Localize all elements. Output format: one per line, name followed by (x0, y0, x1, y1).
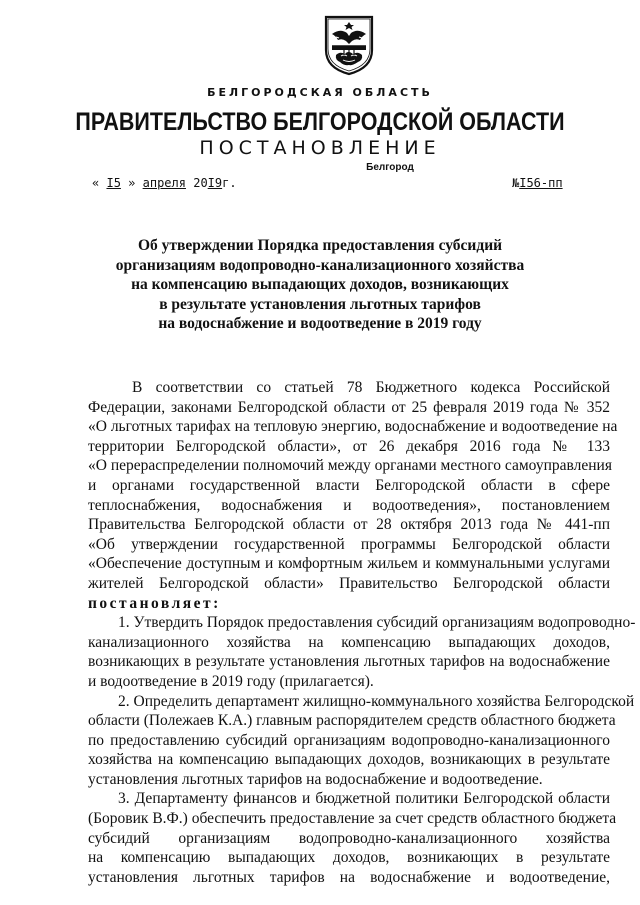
city-name: Белгород (366, 162, 414, 173)
body-line: Федерации, законами Белгородской области от 25 февраля 2019 года № 352 (88, 398, 610, 416)
date-year-prefix: 20 (193, 176, 208, 190)
body-line: «О льготных тарифах на тепловую энергию, водоснабжение и водоотведение на (88, 418, 618, 436)
decree-date (92, 176, 237, 190)
government-name: ПРАВИТЕЛЬСТВО БЕЛГОРОДСКОЙ ОБЛАСТИ (75, 108, 565, 136)
document-type: ПОСТАНОВЛЕНИЕ (199, 137, 441, 159)
title-line: на компенсацию выпадающих доходов, возникающих (131, 276, 509, 293)
body-line: 3. Департаменту финансов и бюджетной политики Белгородской области (118, 790, 610, 808)
body-line: возникающих в результате установления льготных тарифов на водоснабжение (88, 653, 610, 671)
date-month: апреля (142, 176, 186, 190)
body-line: теплоснабжения, водоснабжения и водоотведения», постановлением (88, 496, 610, 514)
body-line: жителей Белгородской области» Правительство Белгородской области (88, 574, 610, 592)
number-value: I56-пп (519, 176, 563, 190)
body-line: «О перераспределении полномочий между органами местного самоуправления (88, 457, 612, 475)
number-prefix: № (512, 176, 520, 190)
title-line: в результате установления льготных тарифов (159, 295, 481, 313)
body-line: хозяйства на компенсацию выпадающих доходов, возникающих в результате (88, 751, 610, 769)
body-line: на компенсацию выпадающих доходов, возникающих в результате (88, 849, 610, 867)
body-line: 1. Утвердить Порядок предоставления субсидий организациям водопроводно- (118, 614, 636, 632)
body-line: (Боровик В.Ф.) обеспечить предоставление за счет средств областного бюджета (88, 810, 617, 828)
title-line: организациям водопроводно-канализационного хозяйства (115, 256, 525, 274)
body-line: и водоотведение в 2019 году (прилагается). (88, 672, 374, 690)
body-line: установления льготных тарифов на водоснабжение и водоотведение. (88, 770, 543, 788)
body-line: территории Белгородской области», от 26 декабря 2016 года № 133 (88, 437, 610, 455)
body-line: 2. Определить департамент жилищно-коммунального хозяйства Белгородской (118, 692, 635, 710)
body-line: Правительства Белгородской области от 28 октября 2013 года № 441-пп (88, 516, 610, 534)
body-line: и органами государственной власти Белгородской области в сфере (88, 476, 610, 494)
body-line: «Об утверждении государственной программы Белгородской области (88, 535, 610, 553)
body-line-resolves: постановляет: (88, 594, 221, 612)
date-close-quote: » (128, 176, 136, 190)
date-year-mark: г. (222, 176, 237, 190)
body-line: В соответствии со статьей 78 Бюджетного кодекса Российской (132, 379, 610, 396)
coat-of-arms-emblem (322, 14, 376, 76)
body-line: области (Полежаев К.А.) главным распорядителем средств областного бюджета (88, 712, 616, 730)
document-title (100, 236, 540, 334)
date-day: I5 (106, 176, 121, 190)
body-line: канализационного хозяйства на компенсацию выпадающих доходов, (88, 633, 610, 651)
body-line: установления льготных тарифов на водоснабжение и водоотведение, (88, 868, 610, 886)
title-line: Об утверждении Порядка предоставления субсидий (137, 237, 503, 254)
date-open-quote: « (92, 176, 100, 190)
region-name: БЕЛГОРОДСКАЯ ОБЛАСТЬ (207, 86, 433, 99)
body-line: по предоставлению субсидий организациям водопроводно-канализационного (88, 731, 610, 749)
title-line: на водоснабжение и водоотведение в 2019 году (158, 315, 482, 332)
body-line: субсидий организациям водопроводно-канализационного хозяйства (88, 829, 610, 847)
document-body (88, 378, 636, 887)
date-year-suffix: I9 (207, 176, 223, 190)
body-line: «Обеспечение доступным и комфортным жильем и коммунальными услугами (88, 555, 610, 573)
decree-number (512, 176, 563, 190)
